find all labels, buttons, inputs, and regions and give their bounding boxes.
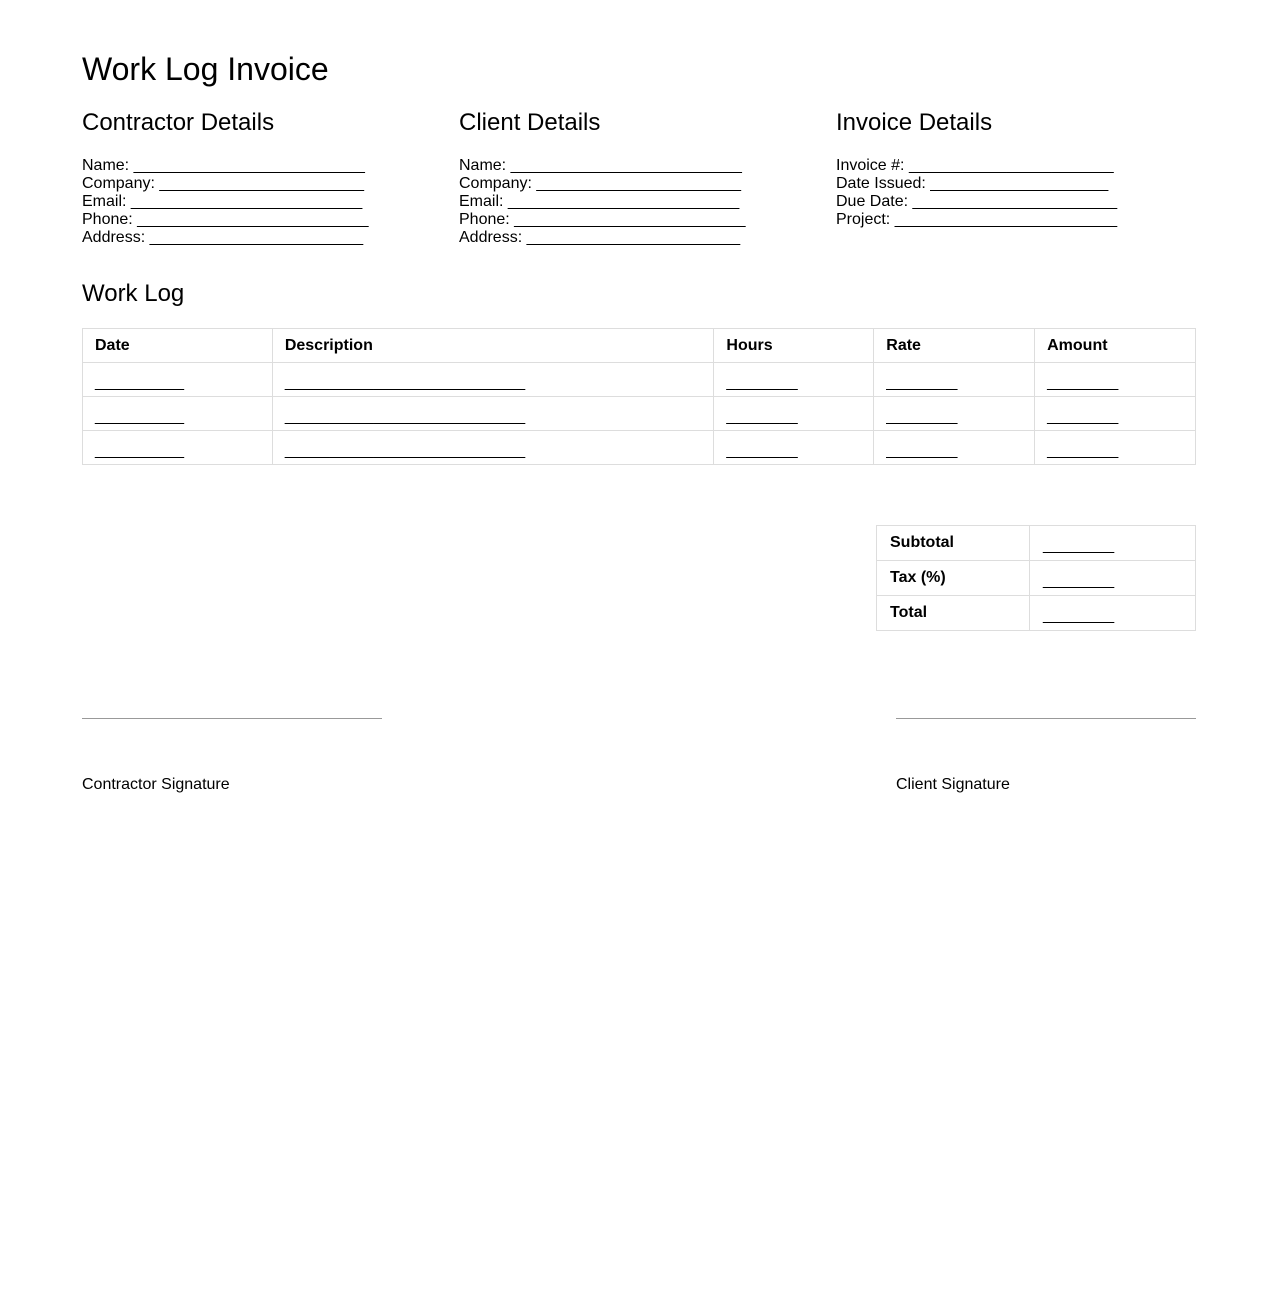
column-header-description: Description (272, 329, 714, 363)
table-row (83, 431, 1196, 465)
amount-cell[interactable]: ________ (1035, 397, 1196, 431)
tax-value[interactable]: ________ (1030, 561, 1196, 596)
client-name-field[interactable]: Name: __________________________ (459, 157, 742, 174)
client-phone-field[interactable]: Phone: __________________________ (459, 211, 746, 228)
hours-cell[interactable]: ________ (714, 397, 874, 431)
amount-cell[interactable]: ________ (1035, 431, 1196, 465)
contractor-company-field[interactable]: Company: _______________________ (82, 175, 365, 192)
tax-label: Tax (%) (877, 561, 1030, 596)
client-details (459, 109, 819, 247)
rate-cell[interactable]: ________ (874, 363, 1035, 397)
column-header-amount: Amount (1035, 329, 1196, 363)
page-title: Work Log Invoice (82, 51, 329, 87)
description-cell[interactable]: ___________________________ (272, 431, 714, 465)
date-cell[interactable]: __________ (83, 363, 273, 397)
date-cell[interactable]: __________ (83, 431, 273, 465)
contractor-signature-line[interactable] (82, 718, 382, 719)
invoice-number-field[interactable]: Invoice #: _______________________ (836, 157, 1114, 174)
rate-cell[interactable]: ________ (874, 397, 1035, 431)
contractor-name-field[interactable]: Name: __________________________ (82, 157, 365, 174)
total-row (877, 596, 1196, 631)
invoice-heading: Invoice Details (836, 109, 993, 136)
client-heading: Client Details (459, 109, 601, 136)
totals-table (876, 525, 1196, 631)
contractor-signature (82, 718, 382, 794)
hours-cell[interactable]: ________ (714, 363, 874, 397)
total-label: Total (877, 596, 1030, 631)
contractor-email-field[interactable]: Email: __________________________ (82, 193, 363, 210)
worklog-heading: Work Log (82, 280, 185, 307)
contractor-phone-field[interactable]: Phone: __________________________ (82, 211, 369, 228)
amount-cell[interactable]: ________ (1035, 363, 1196, 397)
client-signature-label: Client Signature (896, 776, 1010, 793)
table-header-row (83, 329, 1196, 363)
details-section (82, 109, 1196, 259)
column-header-hours: Hours (714, 329, 874, 363)
subtotal-value[interactable]: ________ (1030, 526, 1196, 561)
client-email-field[interactable]: Email: __________________________ (459, 193, 740, 210)
due-date-field[interactable]: Due Date: _______________________ (836, 193, 1118, 210)
date-issued-field[interactable]: Date Issued: ____________________ (836, 175, 1109, 192)
column-header-rate: Rate (874, 329, 1035, 363)
contractor-address-field[interactable]: Address: ________________________ (82, 229, 364, 246)
invoice-details (836, 109, 1196, 229)
client-signature (896, 718, 1196, 794)
tax-row (877, 561, 1196, 596)
description-cell[interactable]: ___________________________ (272, 363, 714, 397)
client-address-field[interactable]: Address: ________________________ (459, 229, 741, 246)
rate-cell[interactable]: ________ (874, 431, 1035, 465)
hours-cell[interactable]: ________ (714, 431, 874, 465)
table-row (83, 397, 1196, 431)
client-company-field[interactable]: Company: _______________________ (459, 175, 742, 192)
table-row (83, 363, 1196, 397)
subtotal-row (877, 526, 1196, 561)
client-signature-line[interactable] (896, 718, 1196, 719)
description-cell[interactable]: ___________________________ (272, 397, 714, 431)
contractor-signature-label: Contractor Signature (82, 776, 230, 793)
contractor-heading: Contractor Details (82, 109, 275, 136)
subtotal-label: Subtotal (877, 526, 1030, 561)
total-value[interactable]: ________ (1030, 596, 1196, 631)
project-field[interactable]: Project: _________________________ (836, 211, 1118, 228)
date-cell[interactable]: __________ (83, 397, 273, 431)
worklog-table (82, 328, 1196, 465)
contractor-details (82, 109, 442, 247)
column-header-date: Date (83, 329, 273, 363)
